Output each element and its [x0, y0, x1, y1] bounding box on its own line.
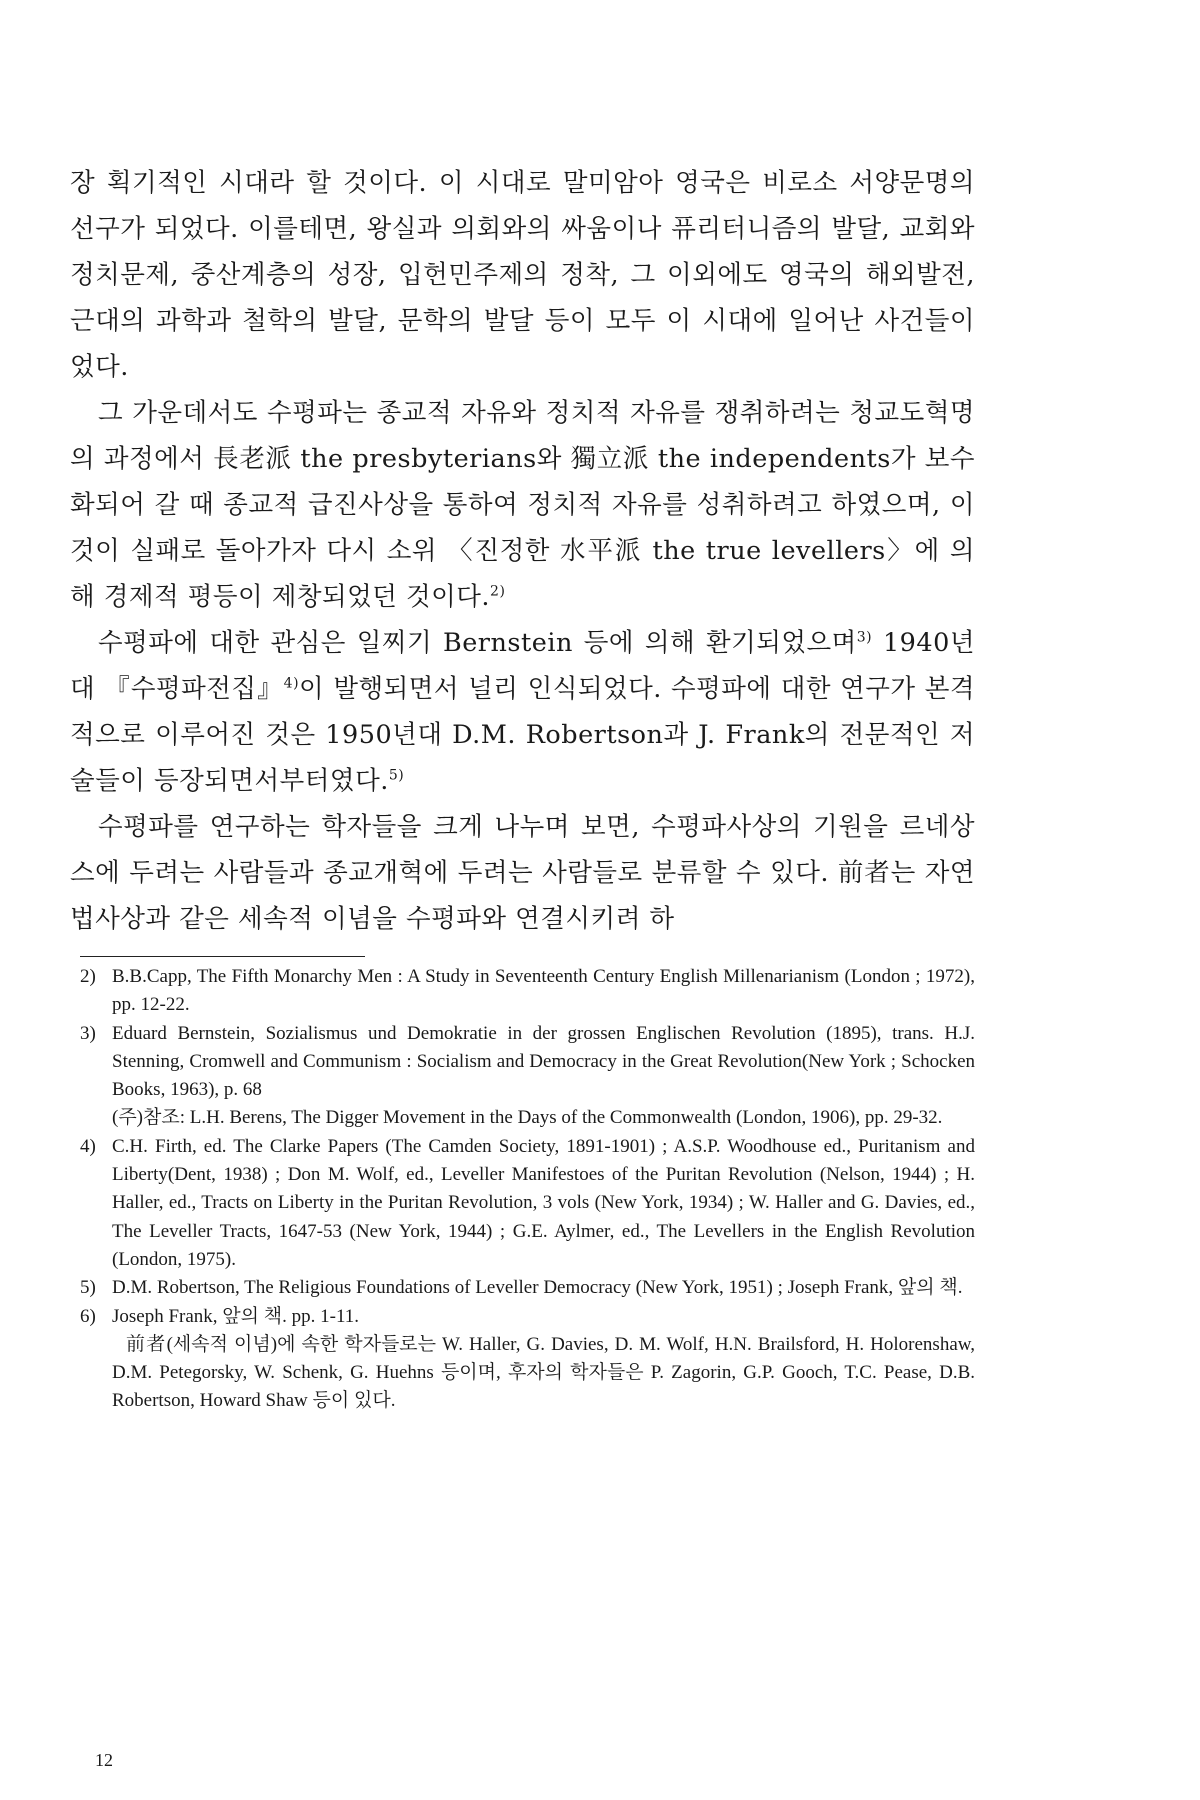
footnote-number: 6)	[80, 1305, 96, 1327]
footnote-2	[70, 963, 975, 1020]
footnote-text: 前者(세속적 이념)에 속한 학자들로는 W. Haller, G. Davies, D. M. Wolf, H.N. Brailsford, H. Holorenshaw, D.M. Petegorsky, W. Schenk, G. Huehns 등이며, 후자의 학자들은 P. Zagorin, G.P. Gooch, T.C. Pease, D.B. Robertson, Howard Shaw 등이 있다.	[112, 1333, 975, 1412]
footnote-ref-5[interactable]: 5)	[388, 767, 405, 784]
footnote-5	[70, 1274, 975, 1302]
footnote-text: (주)참조: L.H. Berens, The Digger Movement in the Days of the Commonwealth (London, 1906), pp. 29-32.	[112, 1107, 943, 1129]
document-page	[70, 160, 975, 1760]
footnote-text: D.M. Robertson, The Religious Foundations of Leveller Democracy (New York, 1951) ; Joseph Frank, 앞의 책.	[112, 1277, 963, 1299]
footnote-divider	[80, 956, 365, 957]
footnote-text: Joseph Frank, 앞의 책. pp. 1-11.	[112, 1305, 359, 1327]
body-text	[70, 160, 975, 942]
footnote-number: 4)	[80, 1135, 96, 1157]
footnotes	[70, 963, 975, 1416]
footnote-3	[70, 1020, 975, 1133]
footnote-text: Eduard Bernstein, Sozialismus und Demokratie in der grossen Englischen Revolution (1895), trans. H.J. Stenning, Cromwell and Communism : Socialism and Democracy in the Great Revolution(New York ; Schocken Books, 1963), p. 68	[112, 1022, 975, 1101]
paragraph-3: 수평파에 대한 관심은 일찌기 Bernstein 등에 의해 환기되었으며$^{3)}$ 1940년대 『수평파전집』$^{4)}$이 발행되면서 널리 인식되었다. 수평파에 대한 연구가 본격적으로 이루어진 것은 1950년대 D.M. Robertson과 J. Frank의 전문적인 저술들이 등장되면서부터였다.$^{5)}$	[70, 628, 975, 796]
footnote-text: C.H. Firth, ed. The Clarke Papers (The Camden Society, 1891-1901) ; A.S.P. Woodhouse ed., Puritanism and Liberty(Dent, 1938) ; Don M. Wolf, ed., Leveller Manifestoes of the Puritan Revolution (Nelson, 1944) ; H. Haller, ed., Tracts on Liberty in the Puritan Revolution, 3 vols (New York, 1934) ; W. Haller and G. Davies, ed., The Leveller Tracts, 1647-53 (New York, 1944) ; G.E. Aylmer, ed., The Levellers in the English Revolution (London, 1975).	[112, 1135, 975, 1270]
paragraph-2: 그 가운데서도 수평파는 종교적 자유와 정치적 자유를 쟁취하려는 청교도혁명의 과정에서 長老派 the presbyterians와 獨立派 the independents가 보수화되어 갈 때 종교적 급진사상을 통하여 정치적 자유를 성취하려고 하였으며, 이것이 실패로 돌아가자 다시 소위 〈진정한 水平派 the true levellers〉에 의해 경제적 평등이 제창되었던 것이다.$^{2)}$	[70, 398, 975, 612]
footnote-ref-2[interactable]: 2)	[490, 583, 506, 600]
paragraph-4: 수평파를 연구하는 학자들을 크게 나누며 보면, 수평파사상의 기원을 르네상스에 두려는 사람들과 종교개혁에 두려는 사람들로 분류할 수 있다. 前者는 자연법사상과 같은 세속적 이념을 수평파와 연결시키려 하	[70, 812, 975, 934]
paragraph-1: 장 획기적인 시대라 할 것이다. 이 시대로 말미암아 영국은 비로소 서양문명의 선구가 되었다. 이를테면, 왕실과 의회와의 싸움이나 퓨리터니즘의 발달, 교회와 정치문제, 중산계층의 성장, 입헌민주제의 정착, 그 이외에도 영국의 해외발전, 근대의 과학과 철학의 발달, 문학의 발달 등이 모두 이 시대에 일어난 사건들이었다.	[70, 168, 975, 382]
footnote-text: B.B.Capp, The Fifth Monarchy Men : A Study in Seventeenth Century English Millenarianism (London ; 1972), pp. 12-22.	[112, 966, 975, 1016]
footnote-4	[70, 1133, 975, 1274]
footnote-number: 2)	[80, 966, 96, 987]
footnote-ref-3[interactable]: 3)	[856, 629, 873, 646]
footnote-6	[70, 1303, 975, 1416]
page-number: 12	[95, 1750, 113, 1770]
footnote-number: 3)	[80, 1022, 96, 1044]
footnote-ref-4[interactable]: 4)	[283, 675, 300, 692]
footnote-number: 5)	[80, 1277, 96, 1299]
